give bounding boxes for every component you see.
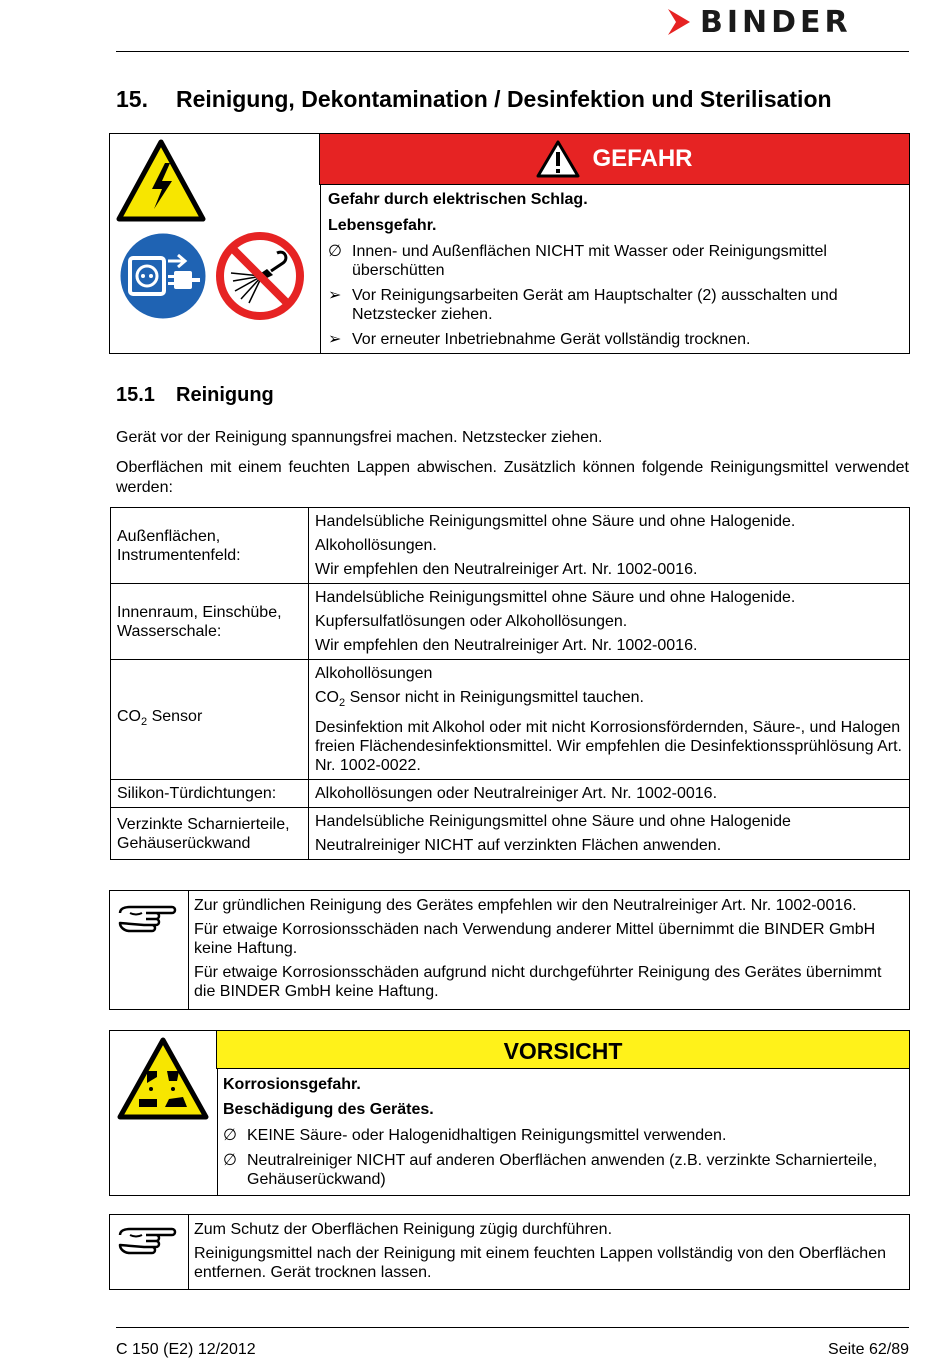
note-line: Zur gründlichen Reinigung des Gerätes empfehlen wir den Neutralreiniger Art. Nr. 1002-0016.: [194, 897, 857, 914]
warning-triangle-icon: [536, 140, 580, 178]
cell-line: Neutralreiniger NICHT auf verzinkten Flächen anwenden.: [315, 837, 722, 855]
danger-item: [328, 286, 899, 324]
table-row: [111, 508, 910, 584]
footer-rule: [116, 1327, 909, 1328]
table-cell-label: Silikon-Türdichtungen:: [111, 780, 309, 808]
danger-item-text: Innen- und Außenflächen NICHT mit Wasser oder Reinigungsmittel überschütten: [352, 243, 827, 279]
subsection-number: 15.1: [116, 384, 155, 406]
prohibit-icon: ∅: [328, 243, 342, 260]
subsection-title: [116, 384, 274, 407]
prohibit-icon: ∅: [223, 1152, 237, 1169]
cell-line: $CO_2$ Sensor nicht in Reinigungsmittel tauchen.: [315, 689, 644, 710]
cleaning-agents-table: [110, 507, 910, 860]
arrow-bullet-icon: ➢: [328, 287, 342, 304]
note-text-2: [194, 1220, 901, 1287]
table-row: [111, 780, 910, 808]
cell-line: Handelsübliche Reinigungsmittel ohne Säure und ohne Halogenide.: [315, 589, 796, 606]
cell-line: Alkohollösungen.: [315, 537, 437, 554]
table-cell-label: $CO_2$ Sensor: [111, 660, 309, 780]
pointing-hand-icon: [116, 899, 178, 939]
arrow-bullet-icon: ➢: [328, 331, 342, 348]
cell-line: Alkohollösungen: [315, 665, 433, 682]
binder-logo-icon: [668, 9, 690, 35]
no-water-spray-icon: [215, 231, 305, 321]
cell-line: Desinfektion mit Alkohol oder mit nicht Korrosionsfördernden, Säure-, und Halogen freien Flächendesinfektionsmittel. Wir empfehlen die Desinfektionssprühlösung Art. Nr. 1002-0022.: [315, 719, 902, 775]
table-row: [111, 584, 910, 660]
cell-line: Wir empfehlen den Neutralreiniger Art. Nr. 1002-0016.: [315, 561, 698, 578]
subsection-title-text: Reinigung: [176, 384, 274, 406]
caution-line-1: Korrosionsgefahr.: [223, 1076, 361, 1093]
danger-body: [320, 184, 909, 353]
danger-item-text: Vor Reinigungsarbeiten Gerät am Hauptschalter (2) ausschalten und Netzstecker ziehen.: [352, 287, 838, 323]
cell-line: Wir empfehlen den Neutralreiniger Art. Nr. 1002-0016.: [315, 637, 698, 654]
caution-item-text: KEINE Säure- oder Halogenidhaltigen Reinigungsmittel verwenden.: [247, 1127, 727, 1144]
note-text-1: [194, 896, 901, 1006]
table-cell-value: [309, 508, 910, 584]
note-line: Reinigungsmittel nach der Reinigung mit einem feuchten Lappen vollständig von den Oberflächen entfernen. Gerät trocknen lassen.: [194, 1245, 886, 1281]
note-icon-cell: [110, 1215, 189, 1289]
table-cell-value: [309, 808, 910, 860]
table-cell-label: Außenflächen, Instrumentenfeld:: [111, 508, 309, 584]
table-cell-label: Innenraum, Einschübe, Wasserschale:: [111, 584, 309, 660]
table-row: [111, 808, 910, 860]
table-cell-label: Verzinkte Scharnierteile, Gehäuserückwand: [111, 808, 309, 860]
unplug-mandatory-icon: [118, 231, 208, 321]
caution-item: [223, 1151, 899, 1189]
note-line: Für etwaige Korrosionsschäden nach Verwendung anderer Mittel übernimmt die BINDER GmbH keine Haftung.: [194, 921, 876, 957]
cell-line: Handelsübliche Reinigungsmittel ohne Säure und ohne Halogenide.: [315, 513, 796, 530]
prohibit-icon: ∅: [223, 1127, 237, 1144]
section-title-text: Reinigung, Dekontamination / Desinfektion und Sterilisation: [176, 86, 832, 112]
danger-banner: [319, 134, 909, 185]
danger-item: [328, 242, 899, 280]
cell-line: Kupfersulfatlösungen oder Alkohollösungen.: [315, 613, 628, 630]
note-box-1: [109, 890, 910, 1010]
danger-box: [109, 133, 910, 354]
table-cell-value: [309, 660, 910, 780]
note-icon-cell: [110, 891, 189, 1009]
caution-body: [217, 1069, 909, 1195]
footer-doc-id: C 150 (E2) 12/2012: [116, 1341, 256, 1358]
cell-line: Handelsübliche Reinigungsmittel ohne Säure und ohne Halogenide: [315, 813, 791, 831]
danger-item-text: Vor erneuter Inbetriebnahme Gerät vollständig trocknen.: [352, 331, 751, 348]
table-row: [111, 660, 910, 780]
table-cell-value: [309, 780, 910, 808]
section-number: 15.: [116, 86, 148, 112]
danger-item: [328, 330, 899, 349]
section-title: [116, 86, 832, 113]
table-cell-value: [309, 584, 910, 660]
note-line: Zum Schutz der Oberflächen Reinigung zügig durchführen.: [194, 1221, 613, 1238]
footer-page-number: Seite 62/89: [828, 1341, 909, 1358]
caution-box: [109, 1030, 910, 1196]
electric-hazard-icon: [116, 139, 206, 223]
corrosive-hazard-icon: [117, 1037, 209, 1121]
caution-line-2: Beschädigung des Gerätes.: [223, 1101, 434, 1118]
caution-item-text: Neutralreiniger NICHT auf anderen Oberflächen anwenden (z.B. verzinkte Scharnierteile, Gehäuserückwand): [247, 1152, 878, 1188]
header-rule: [116, 51, 909, 52]
caution-banner: [216, 1031, 909, 1069]
cell-line: Alkohollösungen oder Neutralreiniger Art. Nr. 1002-0016.: [315, 785, 718, 803]
caution-item: [223, 1126, 899, 1145]
intro-paragraph-1: Gerät vor der Reinigung spannungsfrei machen. Netzstecker ziehen.: [116, 429, 603, 446]
logo-text: BINDER: [700, 4, 852, 40]
danger-label: GEFAHR: [592, 145, 693, 172]
binder-logo: [668, 6, 908, 38]
note-box-2: [109, 1214, 910, 1290]
caution-label: VORSICHT: [503, 1038, 623, 1064]
danger-line-1: Gefahr durch elektrischen Schlag.: [328, 191, 588, 208]
intro-paragraph-2: Oberflächen mit einem feuchten Lappen abwischen. Zusätzlich können folgende Reinigungsmittel verwendet werden:: [116, 459, 909, 496]
note-line: Für etwaige Korrosionsschäden aufgrund nicht durchgeführter Reinigung des Gerätes übernimmt die BINDER GmbH keine Haftung.: [194, 964, 882, 1000]
pointing-hand-icon: [116, 1221, 178, 1261]
danger-line-2: Lebensgefahr.: [328, 217, 437, 234]
